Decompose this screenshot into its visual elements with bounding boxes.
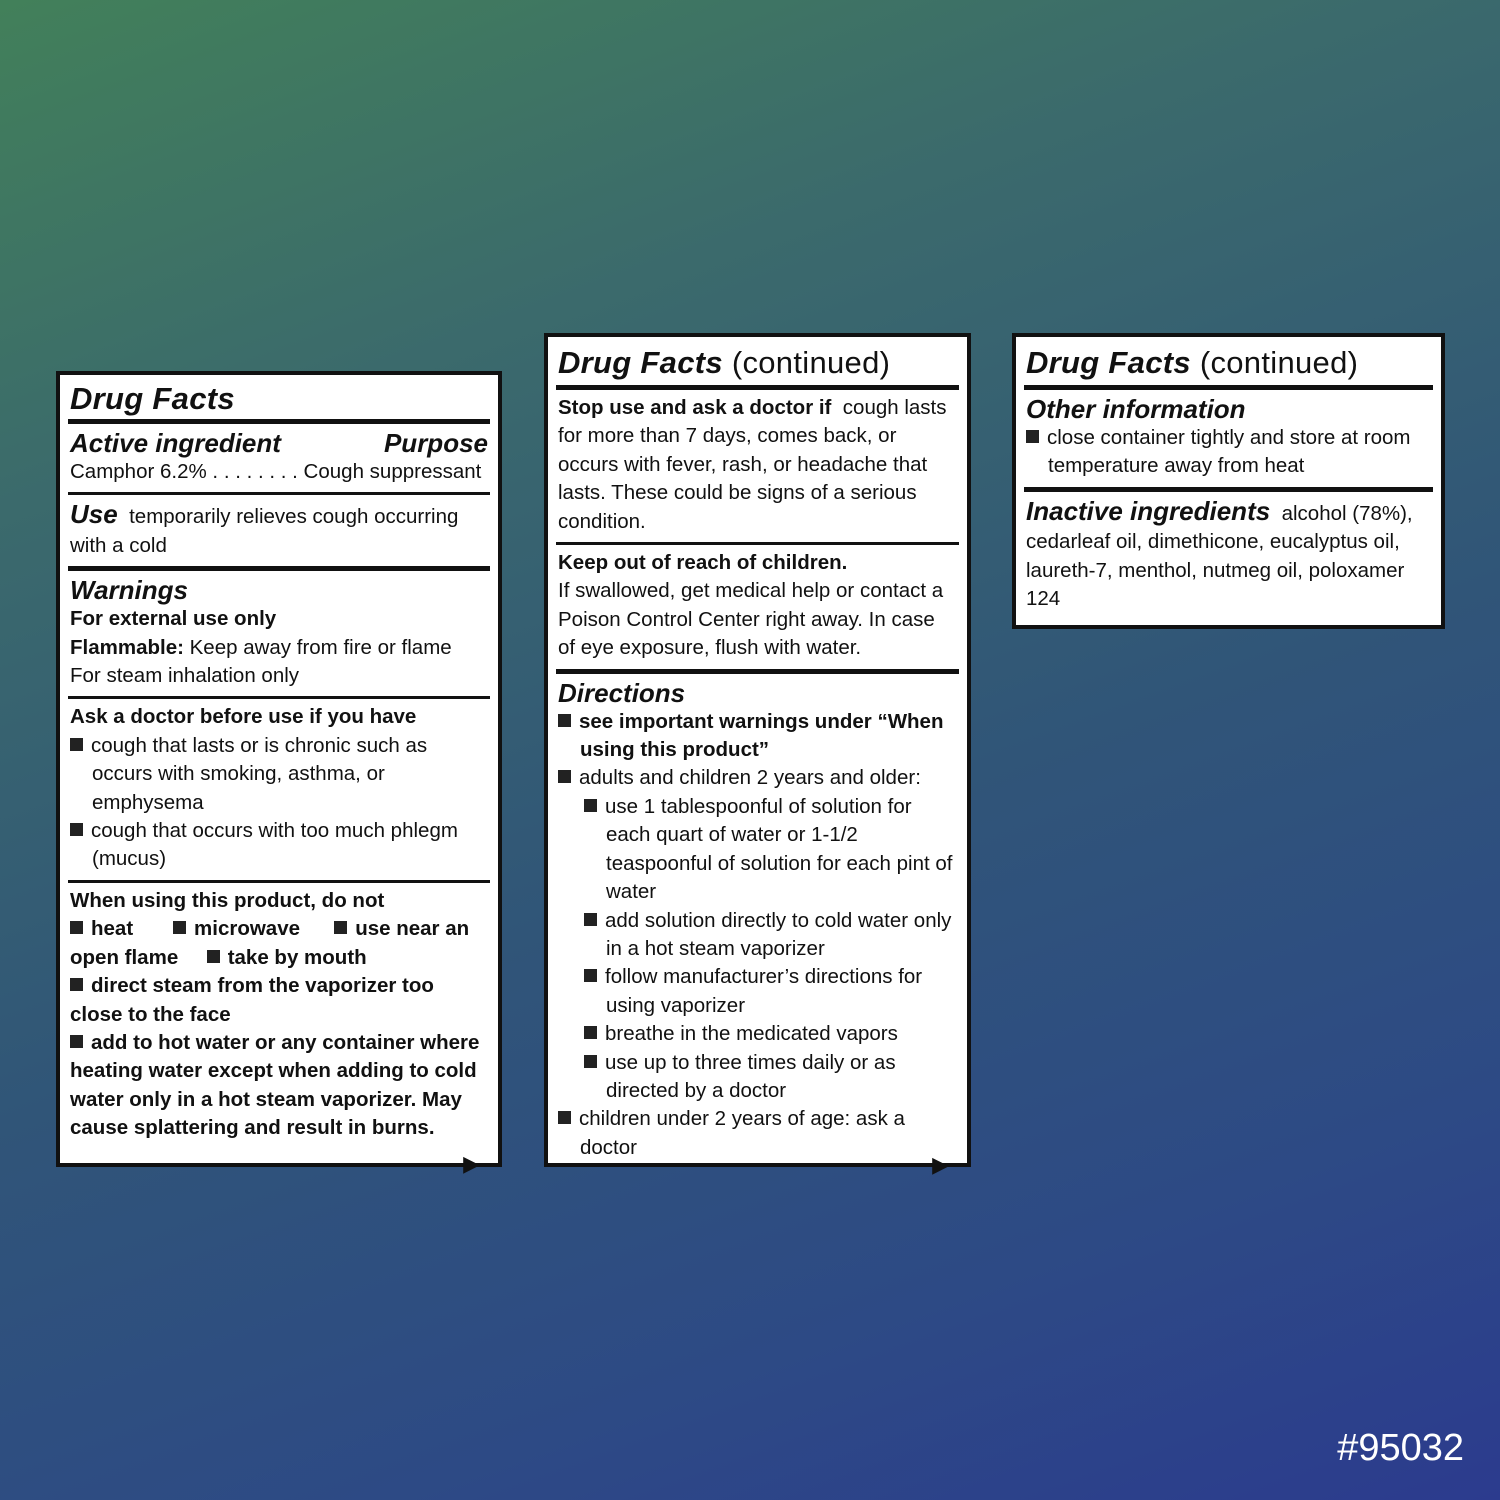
keep-out-heading: Keep out of reach of children. xyxy=(558,551,848,575)
steam-inhalation-text: For steam inhalation only xyxy=(70,664,300,688)
active-ingredient-section xyxy=(68,424,490,495)
use-section xyxy=(68,495,490,571)
drug-facts-panel-2 xyxy=(544,333,971,1177)
flammable-label: Flammable: xyxy=(70,635,184,659)
purpose-heading: Purpose xyxy=(383,428,488,458)
bullet-square-icon xyxy=(558,770,571,783)
list-item: see important warnings under “When using this product” xyxy=(558,708,957,765)
when-using-section xyxy=(68,883,490,1176)
use-text: temporarily relieves cough occurring with a cold xyxy=(70,505,459,557)
panel2-title-continued: (continued) xyxy=(731,345,891,380)
warnings-section xyxy=(68,571,490,699)
drug-facts-panel-1 xyxy=(56,371,502,1176)
list-item: breathe in the medicated vapors xyxy=(558,1020,957,1048)
inactive-ingredients-heading: Inactive ingredients xyxy=(1026,495,1271,526)
list-item: cough that occurs with too much phlegm (mucus) xyxy=(70,817,488,874)
list-item: adults and children 2 years and older: xyxy=(558,764,957,792)
panel3-title-section xyxy=(1024,337,1433,390)
list-item: use 1 tablespoonful of solution for each quart of water or 1-1/2 teaspoonful of solution for each pint of water xyxy=(558,793,957,907)
panel1-title: Drug Facts xyxy=(70,381,235,416)
panel2-title-section xyxy=(556,337,959,390)
bullet-square-icon xyxy=(1026,430,1039,443)
list-item: add solution directly to cold water only in a hot steam vaporizer xyxy=(558,907,957,964)
list-item: children under 2 years of age: ask a doctor xyxy=(558,1105,957,1162)
ask-doctor-section xyxy=(68,699,490,882)
when-using-text: When using this product, do not heat microwave use near an open flame take by mouth direct steam from the vaporizer too close to the face add to hot water or any container where heating water except when adding to cold water only in a hot steam vaporizer. May cause splattering and result in burns. xyxy=(70,888,480,1140)
panel1-title-section xyxy=(68,375,490,424)
bullet-square-icon xyxy=(70,823,83,836)
other-information-heading: Other information xyxy=(1026,394,1246,424)
list-item: use up to three times daily or as directed by a doctor xyxy=(558,1049,957,1106)
continue-arrow-icon: ▶ xyxy=(463,1150,480,1176)
panel3-title: Drug Facts xyxy=(1026,345,1191,380)
panel2-title: Drug Facts xyxy=(558,345,723,380)
directions-heading: Directions xyxy=(558,677,686,708)
active-ingredient-heading: Active ingredient xyxy=(70,428,281,458)
product-number: #95032 xyxy=(1337,1427,1464,1469)
inactive-ingredients-text: alcohol (78%), cedarleaf oil, dimethicone, eucalyptus oil, laureth-7, menthol, nutmeg oil, poloxamer 124 xyxy=(1026,501,1413,611)
stop-use-section xyxy=(556,390,959,545)
directions-section xyxy=(556,674,959,1177)
ask-doctor-heading: Ask a doctor before use if you have xyxy=(70,705,417,729)
keep-out-text: If swallowed, get medical help or contact a Poison Control Center right away. In case of eye exposure, flush with water. xyxy=(558,579,944,660)
other-information-section xyxy=(1024,390,1433,492)
bullet-square-icon xyxy=(558,714,571,727)
flammable-text: Keep away from fire or flame xyxy=(189,635,452,659)
keep-out-section xyxy=(556,545,959,674)
drug-facts-panel-3 xyxy=(1012,333,1445,629)
bullet-square-icon xyxy=(558,1111,571,1124)
stop-use-heading: Stop use and ask a doctor if xyxy=(558,396,832,419)
bullet-square-icon xyxy=(70,738,83,751)
active-ingredient-line: Camphor 6.2% . . . . . . . . Cough suppressant xyxy=(70,460,482,483)
warnings-heading: Warnings xyxy=(70,575,188,606)
continue-arrow-icon: ▶ xyxy=(932,1151,949,1177)
inactive-ingredients-section xyxy=(1024,492,1433,620)
use-heading: Use xyxy=(70,499,118,530)
stop-use-text: cough lasts for more than 7 days, comes back, or occurs with fever, rash, or headache that lasts. These could be signs of a serious condition. xyxy=(558,396,947,533)
panel3-title-continued: (continued) xyxy=(1199,345,1359,380)
list-item: cough that lasts or is chronic such as occurs with smoking, asthma, or emphysema xyxy=(70,732,488,817)
list-item: close container tightly and store at room temperature away from heat xyxy=(1026,424,1431,481)
list-item: follow manufacturer’s directions for using vaporizer xyxy=(558,963,957,1020)
external-use-text: For external use only xyxy=(70,607,277,631)
